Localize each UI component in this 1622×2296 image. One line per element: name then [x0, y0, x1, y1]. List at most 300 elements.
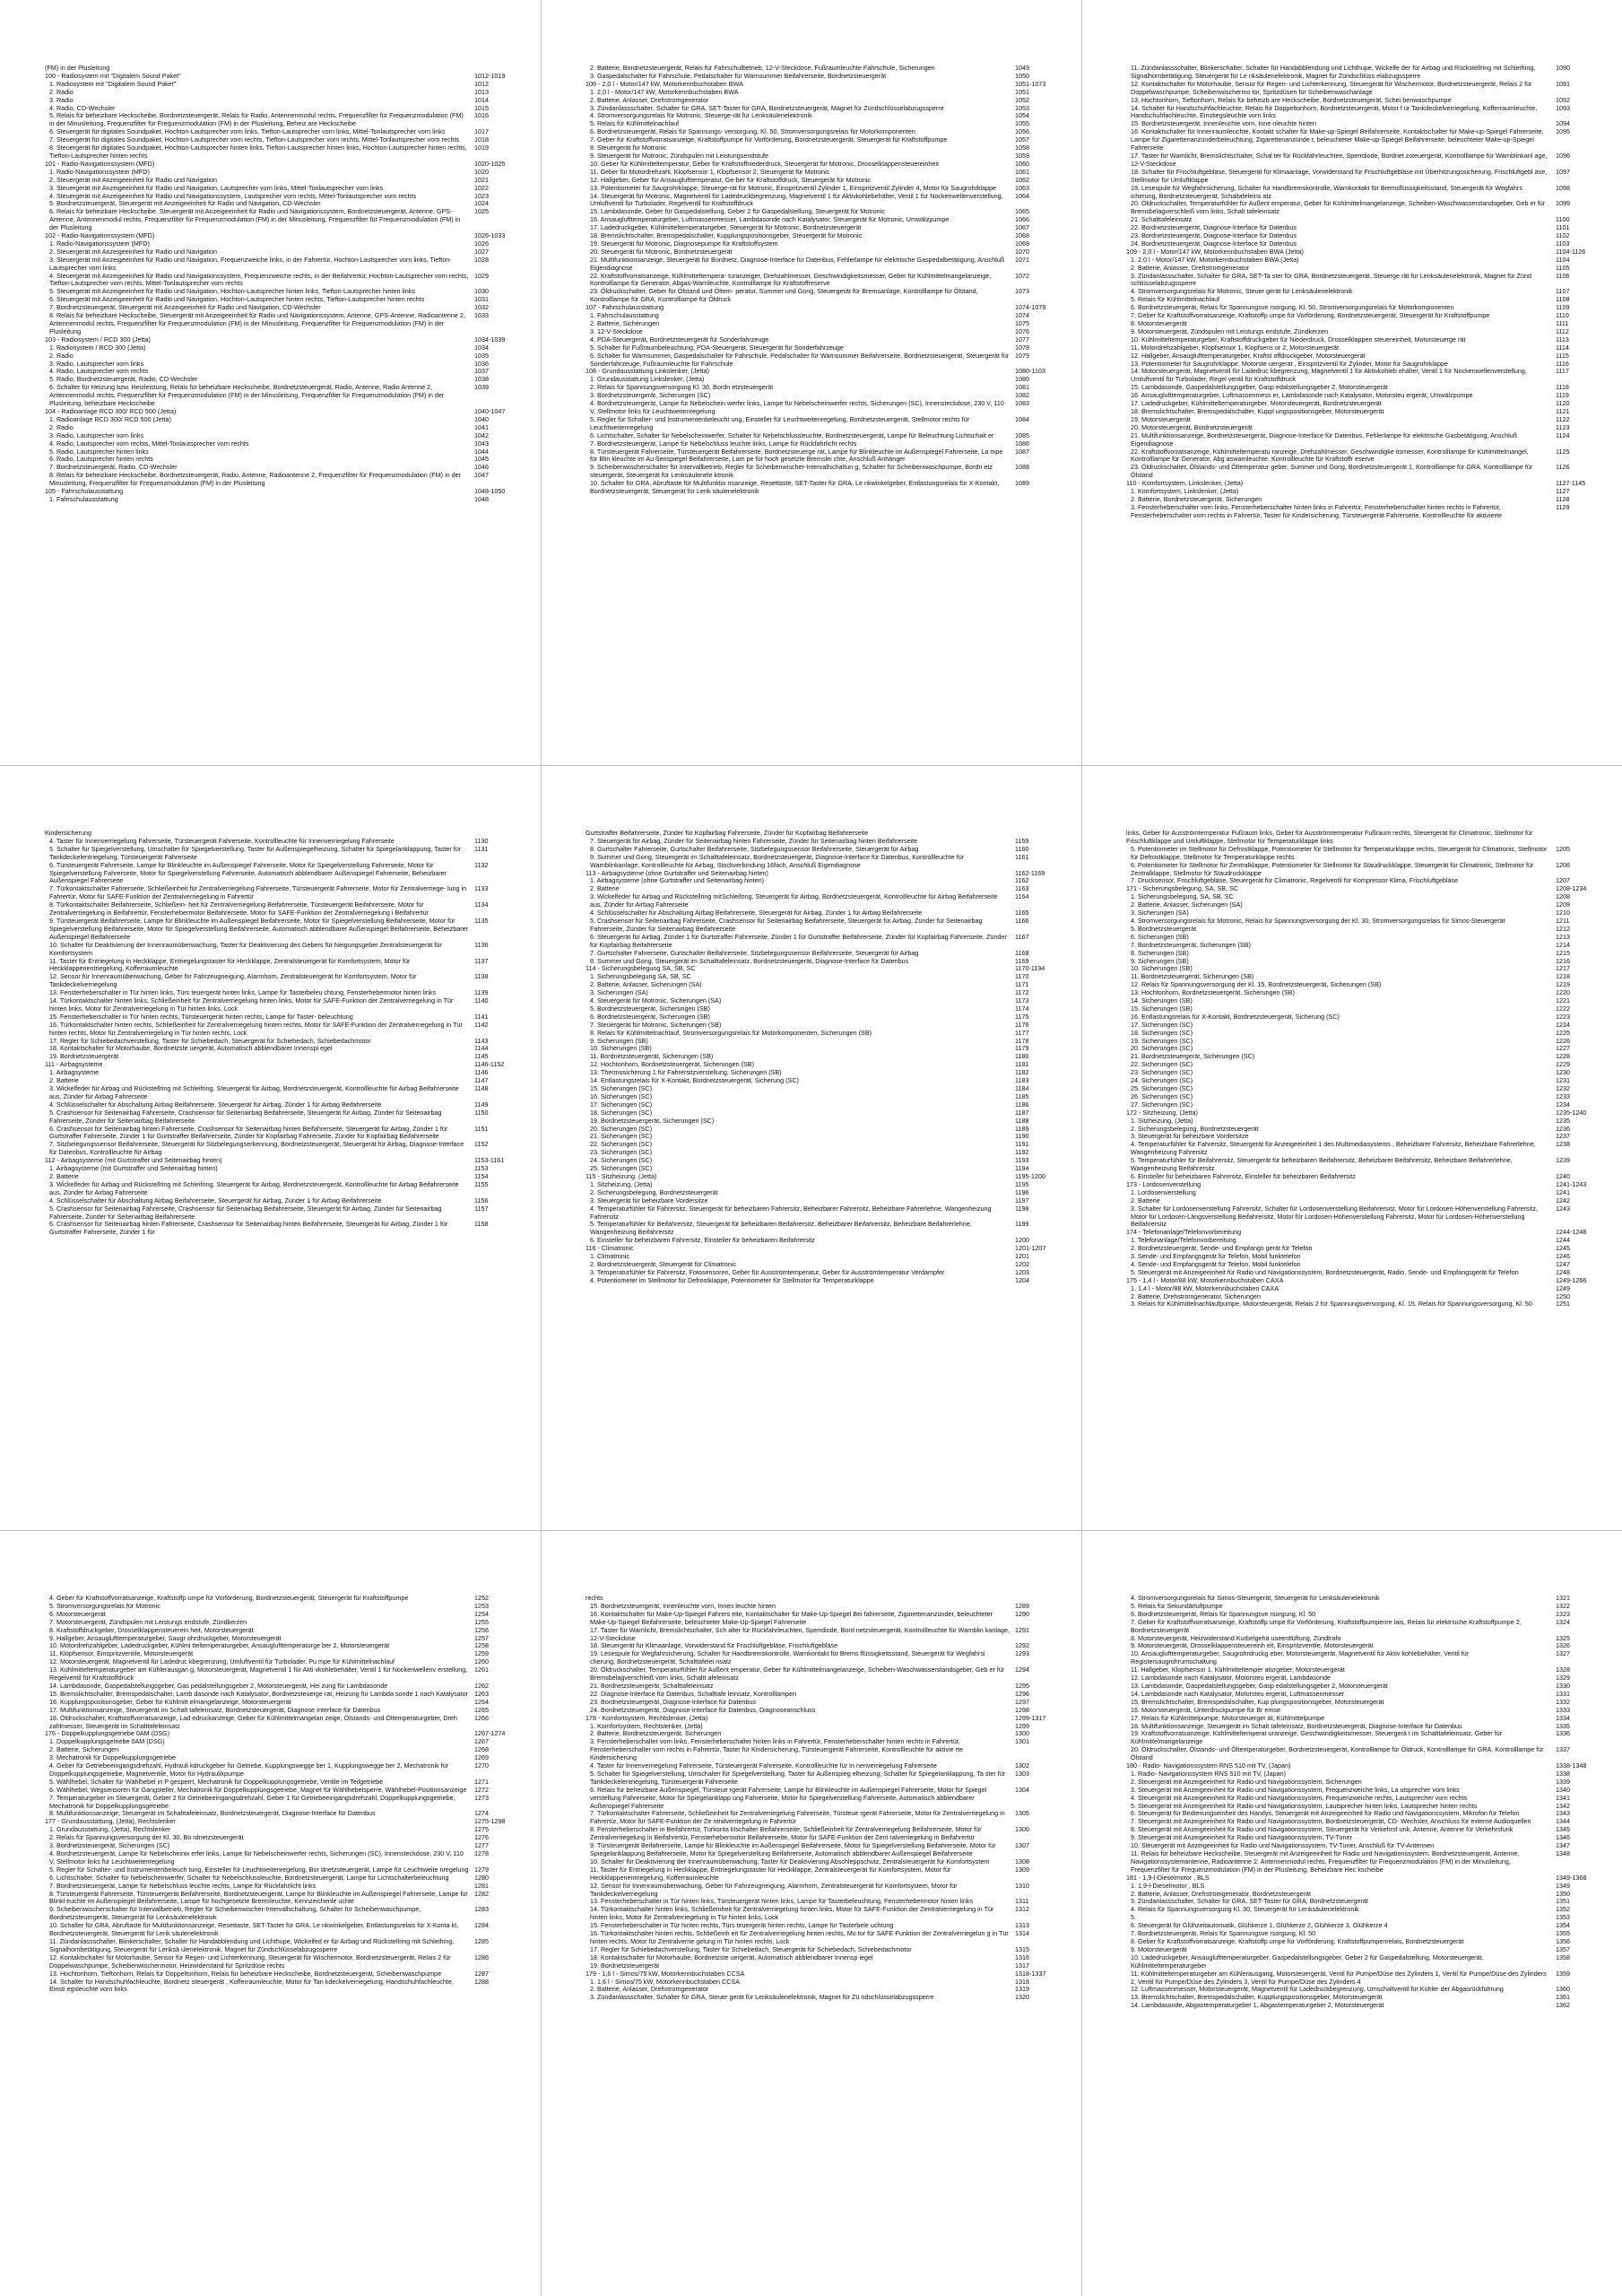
- toc-item-entry[interactable]: [1126, 200, 1590, 216]
- entry-page-number: 1273: [474, 1793, 489, 1802]
- entry-page-number: 1191: [1015, 1140, 1029, 1149]
- entry-title: 3. 12-V-Steckdose: [590, 326, 643, 335]
- toc-item-entry[interactable]: [45, 1603, 508, 1611]
- entry-page-number: 1235: [1556, 1116, 1570, 1125]
- toc-item-entry[interactable]: [585, 1842, 1049, 1858]
- toc-item-entry[interactable]: [1126, 997, 1590, 1005]
- entry-title: 24. Sicherungen (SC): [1131, 1076, 1193, 1085]
- toc-item-entry[interactable]: [1126, 926, 1590, 934]
- entry-page-number: 1052: [1015, 95, 1029, 104]
- entry-title: 17. Regler für Schiebedachverstellung, Taster für Schiebedach, Steuergerät für Schiebedach, Schiebedachmotor: [49, 1036, 371, 1045]
- toc-item-entry[interactable]: [1126, 408, 1590, 416]
- toc-item-entry[interactable]: [1126, 1189, 1590, 1197]
- toc-item-entry[interactable]: [45, 472, 508, 488]
- toc-item-entry[interactable]: [585, 854, 1049, 870]
- entry-page-number: 1344: [1556, 1817, 1570, 1826]
- entry-page-number: 1026: [474, 239, 489, 248]
- entry-page-number: 1297: [1015, 1697, 1029, 1706]
- entry-page-number: 1027: [474, 247, 489, 256]
- toc-item-entry[interactable]: [585, 1770, 1049, 1787]
- toc-item-entry[interactable]: [1126, 1205, 1590, 1230]
- entry-title: links, Geber für Ausströmtemperatur Fußraum links, Geber für Ausströmtemperatur Fußraum rechts, Steuergerät für Climatronic, Stellmotor für Frischluftklappe und Umluftklappe, Stellmotor für Temperaturklappe links: [1126, 829, 1533, 845]
- entry-page-number: 1314: [1015, 1929, 1029, 1938]
- toc-item-entry[interactable]: [1126, 1970, 1590, 1987]
- entry-title: 5. Radio, Lautsprecher hinten links: [49, 447, 149, 456]
- entry-page-number: 1074-1079: [1015, 303, 1046, 312]
- toc-item-entry[interactable]: [585, 1930, 1049, 1946]
- entry-title: 6. Relais für beheizbare Außenspiegel, Türsteue rgerät Fahrerseite, Lampe für Blinkleuchte im Außenspiegel Fahrerseite, Motor für Spiegel verstellung Fahrerseite, Motor für Spiegelanklapp ung Fahrerseite, Motor für Spiegelverstellung Fahrerseite, Automatisch abblendbarer Außenspiegel Fahrerseite: [590, 1785, 987, 1810]
- toc-item-entry[interactable]: [45, 862, 508, 886]
- toc-item-entry[interactable]: [1126, 1300, 1590, 1309]
- entry-title: 23. Öldruckschalter, Geber für Ölstand und Öltem- peratur, Summer und Gong, Steuergerät für Bremsanlage, Kontrolllampe für Ölstand, Kontrolllampe für GRA, Kontrolllampe für Öldruck: [590, 287, 978, 304]
- toc-item-entry[interactable]: [45, 1069, 508, 1077]
- entry-title: 3. Fensterheberschalter vorn links, Fensterheberschalter hinten links in Fahrertür, Fensterheberschalter hinten rechts in Fahrertür, Fensterheberschalter vorn rechts in Fahrertür, Taster für Kindersicherung, Türsteuergerät Fahrerseite, Kontrollleuchte für aktivie rte Kindersicherung: [590, 1737, 964, 1762]
- toc-item-entry[interactable]: [1126, 169, 1590, 185]
- toc-item-entry[interactable]: [1126, 862, 1590, 878]
- entry-title: (FM) in der Plusleitung: [45, 64, 110, 72]
- entry-page-number: 1034-1039: [474, 335, 506, 344]
- toc-item-entry[interactable]: [585, 934, 1049, 950]
- toc-item-entry[interactable]: [585, 1650, 1049, 1666]
- entry-page-number: 1182: [1015, 1068, 1029, 1077]
- toc-item-entry[interactable]: [45, 1666, 508, 1683]
- toc-item-entry[interactable]: [585, 1038, 1049, 1046]
- entry-title: 2. Steuergerät mit Anzeigeeinheit für Radio und Navigation: [49, 247, 217, 256]
- toc-item-entry[interactable]: [45, 1922, 508, 1938]
- toc-item-entry[interactable]: [45, 1053, 508, 1061]
- toc-item-entry[interactable]: [585, 1810, 1049, 1826]
- entry-title: 3. Sicherungen (SA): [590, 988, 648, 997]
- toc-section-entry[interactable]: [45, 1061, 508, 1069]
- entry-title: 12. Hochtonhorn, Bordnetzsteuergerät, Sicherungen (SB): [590, 1060, 754, 1069]
- entry-title: 14. Steuergerät für Motronic, Magnetventil für Ladedruckbegrenzung, Magnetventil 1 für Aktivkohlebehälter, Ventil 1 für Nockenwellenverstellung, Umluftventil für Turbolader, Regelventil für Kraftstoffdruck: [590, 191, 1003, 208]
- toc-item-entry[interactable]: [45, 1979, 508, 1995]
- toc-item-entry[interactable]: [1126, 1085, 1590, 1093]
- toc-item-entry[interactable]: [585, 288, 1049, 304]
- entry-page-number: 1244-1248: [1556, 1228, 1587, 1237]
- entry-page-number: 1079: [1015, 351, 1029, 360]
- toc-item-entry[interactable]: [45, 1181, 508, 1197]
- toc-item-entry[interactable]: [1126, 152, 1590, 169]
- entry-title: 10. Schalter für GRA, Abruftaste für Multifunktio nsanzeige, Resettaste, SET-Taster für GRA, Le nkwinkelgeber, Entlastungsrelais für X-Kontakt, Bordnetzsteuergerät, Steuergerät für Lenk säulenelektronik: [590, 479, 1000, 496]
- toc-item-entry[interactable]: [1126, 65, 1590, 81]
- toc-item-entry[interactable]: [45, 958, 508, 974]
- entry-title: 11. Taster für Entriegelung in Heckklappe, Entriegelungstaster für Heckklappe, Zentralsteuergerät für Komfortsystem, Motor für Heckklappenentriegelung, Kofferraumleuchte: [590, 1865, 951, 1882]
- toc-item-entry[interactable]: [45, 208, 508, 232]
- entry-page-number: 1289: [1015, 1601, 1029, 1610]
- toc-item-entry[interactable]: [45, 942, 508, 958]
- entry-title: 114 - Sicherungsbelegung SA, SB, SC: [585, 964, 696, 973]
- entry-page-number: 1053: [1015, 103, 1029, 112]
- toc-item-entry[interactable]: [1126, 368, 1590, 384]
- entry-page-number: 1267-1274: [474, 1729, 506, 1738]
- toc-item-entry[interactable]: [45, 1954, 508, 1970]
- entry-title: 6. Schalter für Warnsummer, Gaspedalschalter für Fahrschule, Pedalschalter für Warnsummer Beifahrerseite, Bordnetzsteuergerät, Steuergerät für Sonderfahrzeuge, Fußraumleuchte für Fahrschule: [590, 351, 1010, 368]
- entry-title: 13. Hochtonhorn, Tieftonhorn, Relais für Doppeltonhorn, Relais für beheizbare Heckscheibe, Bordnetzsteuergerät, Scheibenwaschpumpe: [49, 1969, 442, 1978]
- entry-title: 13. Fensterheberschalter in Tür hinten links, Türs teuergerät hinten links, Lampe für Tasterbeleu chtung, Fensterhebermotor hinten links: [49, 988, 437, 997]
- toc-item-entry[interactable]: [1126, 1141, 1590, 1157]
- toc-item-entry[interactable]: [585, 1611, 1049, 1627]
- entry-page-number: 1174: [1015, 1004, 1029, 1013]
- entry-page-number: 1033: [474, 311, 489, 320]
- toc-item-entry[interactable]: [585, 480, 1049, 496]
- toc-item-entry[interactable]: [1126, 1730, 1590, 1746]
- entry-page-number: 1260: [474, 1657, 489, 1666]
- toc-item-entry[interactable]: [585, 981, 1049, 989]
- entry-title: rechts: [585, 1594, 603, 1602]
- entry-page-number: 1061: [1015, 167, 1029, 176]
- toc-item-entry[interactable]: [1126, 1061, 1590, 1069]
- entry-page-number: 1250: [1556, 1292, 1570, 1300]
- toc-item-entry[interactable]: [585, 320, 1049, 328]
- toc-item-entry[interactable]: [585, 877, 1049, 885]
- entry-title: 4. Schlüsselschalter für Abschaltung Airbag Beifahrerseite, Steuergerät für Airbag, Zünder 1 für Airbag Beifahrerseite: [49, 1100, 382, 1109]
- entry-page-number: 1346: [1556, 1833, 1570, 1842]
- toc-item-entry[interactable]: [585, 1883, 1049, 1899]
- entry-page-number: 1168: [1015, 948, 1029, 957]
- toc-item-entry[interactable]: [45, 1850, 508, 1866]
- entry-page-number: 1160: [1015, 844, 1029, 853]
- toc-item-entry[interactable]: [1126, 958, 1590, 966]
- entry-page-number: 1123: [1556, 422, 1570, 431]
- toc-item-entry[interactable]: [45, 496, 508, 504]
- toc-item-entry[interactable]: [585, 1157, 1049, 1165]
- toc-item-entry[interactable]: [45, 1938, 508, 1954]
- toc-item-entry[interactable]: [585, 1906, 1049, 1922]
- entry-page-number: 1106: [1556, 271, 1570, 280]
- toc-item-entry[interactable]: [1126, 81, 1590, 97]
- toc-item-entry[interactable]: [585, 1787, 1049, 1811]
- toc-item-entry[interactable]: [45, 1126, 508, 1142]
- toc-item-entry[interactable]: [1126, 950, 1590, 958]
- entry-page-number: 1043: [474, 439, 489, 448]
- toc-item-entry[interactable]: [1126, 1038, 1590, 1046]
- toc-item-entry[interactable]: [1126, 1938, 1590, 1946]
- toc-item-entry[interactable]: [45, 344, 508, 352]
- entry-title: 1. Radio-Navigationssystem (MFD): [49, 239, 150, 248]
- toc-item-entry[interactable]: [585, 352, 1049, 369]
- toc-item-entry[interactable]: [45, 257, 508, 273]
- toc-item-entry[interactable]: [45, 901, 508, 918]
- entry-title: 9. Motorsteuergerät, Drosselklappensteuereinh eit, Einspritzventile, Motorsteuergerät: [1131, 1641, 1374, 1650]
- entry-title: 2. Batterie: [590, 884, 620, 893]
- entry-page-number: 1058: [1015, 144, 1029, 152]
- toc-item-entry[interactable]: [585, 893, 1049, 909]
- toc-item-entry[interactable]: [585, 1666, 1049, 1683]
- entry-title: 7. Bordnetzsteuergerät, Sicherungen (SB): [1131, 940, 1251, 949]
- toc-item-entry[interactable]: [1126, 448, 1590, 465]
- toc-item-entry[interactable]: [1126, 901, 1590, 909]
- toc-item-entry[interactable]: [1126, 1022, 1590, 1030]
- entry-page-number: 1051-1073: [1015, 79, 1046, 88]
- toc-item-entry[interactable]: [1126, 1053, 1590, 1061]
- entry-page-number: 1303: [1015, 1769, 1029, 1778]
- toc-item-entry[interactable]: [585, 1994, 1049, 2002]
- toc-item-entry[interactable]: [585, 1738, 1049, 1762]
- entry-page-number: 1216: [1556, 956, 1570, 965]
- toc-item-entry[interactable]: [1126, 504, 1590, 520]
- page: [1081, 1530, 1622, 2295]
- entry-title: 3. Steuergerät für beheizbare Vordersitze: [1131, 1132, 1249, 1141]
- entry-page-number: 1067: [1015, 223, 1029, 232]
- toc-item-entry[interactable]: [45, 1795, 508, 1811]
- toc-item-entry[interactable]: [1126, 432, 1590, 448]
- toc-item-entry[interactable]: [585, 1118, 1049, 1126]
- toc-item-entry[interactable]: [45, 1165, 508, 1173]
- entry-title: 1. Sitzheizung, (Jetta): [590, 1179, 653, 1188]
- toc-item-entry[interactable]: [45, 144, 508, 161]
- toc-item-entry[interactable]: [45, 1891, 508, 1907]
- entry-title: 11. Motordrehzahlgeber, Klopfsensor 1, Klopfsens or 2, Motorsteuergerät: [1131, 343, 1339, 352]
- entry-title: 2. Batterie, Anlasser, Drehstromgenerator, Bordnetzsteuergerät: [1131, 1889, 1311, 1898]
- entry-page-number: 1215: [1556, 948, 1570, 957]
- entry-page-number: 1153: [474, 1164, 489, 1173]
- entry-title: 1. Radioanlage RCD 300/ RCD 500 (Jetta): [49, 414, 171, 423]
- toc-item-entry[interactable]: [45, 1022, 508, 1038]
- toc-item-entry[interactable]: [45, 918, 508, 942]
- toc-item-entry[interactable]: [585, 1101, 1049, 1109]
- toc-item-entry[interactable]: [1126, 2002, 1590, 2010]
- toc-item-entry[interactable]: [585, 1237, 1049, 1245]
- toc-item-entry[interactable]: [585, 257, 1049, 273]
- entry-title: 100 - Radiosystem mit "Digitalem Sound Paket": [45, 71, 181, 80]
- entry-page-number: 1323: [1556, 1609, 1570, 1618]
- toc-section-entry[interactable]: [1126, 830, 1590, 846]
- entry-title: 4. Taster für Innenverriegelung Fahrerseite, Türsteuergerät Fahrerseite, Kontrollleuchte für Innenverriegelung Fahrerseite: [49, 836, 395, 845]
- entry-title: 15. Sicherungen (SB): [1131, 1004, 1193, 1013]
- entry-title: 9. Türsteuergerät Beifahrerseite, Lampe für Blinkleuchte im Außenspiegel Beifahrerseite, Motor für Spiegelverstellung Beifahrerseite, Motor für Spiegelanklappung Beifahrerseite, Motor für Spiegelverstellung Beifahrerseite, Automatisch abblendbarer Außenspiegel Beifahrerseite: [590, 1841, 996, 1857]
- entry-page-number: 1184: [1015, 1084, 1029, 1092]
- entry-page-number: 1068: [1015, 231, 1029, 240]
- page: [0, 1530, 541, 2295]
- entry-title: 3. Steuergerät mit Anzeigeeinheit für Radio und Navigation, Frequenzweiche links, in der Fahrertür, Hochton-Lautsprecher vorn links, Tiefton-Lautsprecher vorn links: [49, 255, 452, 272]
- toc-item-entry[interactable]: [585, 400, 1049, 416]
- toc-item-entry[interactable]: [585, 1126, 1049, 1134]
- toc-item-entry[interactable]: [1126, 1077, 1590, 1085]
- entry-page-number: 1353: [1556, 1913, 1570, 1922]
- toc-item-entry[interactable]: [1126, 1954, 1590, 1970]
- entry-title: 3. Schalter für Lordosenverstellung Fahrersitz, Schalter für Lordosenverstellung Beifahrersitz, Motor für Lordosen-Höhenverstellung Fahrersitz, Motor für Lordosen-Längsverstellung Beifahrersitz, Motor für Lordosen-Höhenverstellung Fahrersitz, Motor für Lordosen-Höhenverstellung Beifahrersitz: [1131, 1204, 1538, 1229]
- entry-title: Gurtstraffer Beifahrerseite, Zünder für Kopfairbag Fahrerseite, Zünder für Kopfairbag Beifahrerseite: [585, 829, 869, 837]
- entry-page-number: 1014: [474, 95, 489, 104]
- entry-page-number: 1152: [474, 1140, 489, 1149]
- entry-page-number: 1337: [1556, 1745, 1570, 1754]
- entry-page-number: 1222: [1556, 1004, 1570, 1013]
- entry-title: 21. Bordnetzsteuergerät, Schalttafeleinsatz: [590, 1681, 714, 1690]
- entry-title: 7. Bordnetzsteuergerät, Radio, CD-Wechsler: [49, 463, 178, 472]
- toc-item-entry[interactable]: [585, 464, 1049, 480]
- toc-item-entry[interactable]: [1126, 846, 1590, 862]
- entry-page-number: 1235-1240: [1556, 1108, 1587, 1117]
- entry-page-number: 1277: [474, 1841, 489, 1850]
- entry-title: 12. Luftmassenmesser, Motorsteuergerät, Magnetventil für Ladedruckbegrenzung, Umschaltventil für Kühler der Abgasrückführung: [1131, 1985, 1504, 1994]
- entry-page-number: 1249: [1556, 1283, 1570, 1292]
- toc-item-entry[interactable]: [45, 1141, 508, 1157]
- toc-item-entry[interactable]: [1126, 273, 1590, 289]
- toc-item-entry[interactable]: [1126, 1746, 1590, 1762]
- entry-page-number: 1103: [1556, 239, 1570, 248]
- entry-page-number: 1223: [1556, 1012, 1570, 1021]
- entry-page-number: 1362: [1556, 2001, 1570, 2010]
- entry-page-number: 1163: [1015, 884, 1029, 893]
- entry-page-number: 1044: [474, 447, 489, 456]
- entry-title: 2. Sicherungsbelegung, Bordnetzsteuergerät: [1131, 1124, 1259, 1133]
- entry-title: 17. Taster für Warnlicht, Bremslichtschalter, Schal ter für Rückfahrleuchten, Sperrdiode, Bordnet zsteuergerät, Kontrolllampe für Warnblinkanl age, 12-V-Steckdose: [1131, 151, 1548, 168]
- toc-item-entry[interactable]: [585, 1205, 1049, 1222]
- toc-item-entry[interactable]: [1126, 989, 1590, 997]
- entry-title: 8. Fensterheberschalter in Beifahrertür, Türkonta ktschalter Beifahrerseite, Schließeinheit für Zentralverriegelung Beifahrerseite, Motor für Zentralverriegelung in Beifahrertür, Fensterhebermotor Beifahrerseite, Motor für SAFE-Funktion der Zent ralverriegelung in Beifahrertür: [590, 1825, 982, 1842]
- entry-page-number: 1155: [474, 1179, 489, 1188]
- entry-page-number: 1225: [1556, 1028, 1570, 1037]
- entry-title: 21. Multifunktionsanzeige, Steuergerät für Bordnetz, Diagnose-Interface für Datenbus, Fehlerlampe für elektrische Gaspedalbetätigung, Anschluß Eigendiagnose: [590, 255, 1005, 272]
- toc-item-entry[interactable]: [585, 193, 1049, 209]
- entry-title: 1. Radiosystem mit "Digitalem Sound Paket": [49, 79, 177, 88]
- entry-page-number: 1319: [1015, 1985, 1029, 1994]
- toc-item-entry[interactable]: [585, 1133, 1049, 1141]
- toc-section-entry[interactable]: [585, 1173, 1049, 1181]
- toc-item-entry[interactable]: [1126, 1013, 1590, 1022]
- entry-page-number: 1226: [1556, 1036, 1570, 1045]
- toc-item-entry[interactable]: [45, 81, 508, 89]
- entry-title: 19. Kraftstoffvorratsanzeige, Kühlmitteltemperat uranzeige, Geschwindigkeitsmesser, Steuergerä t im Schalttafeleinsatz, Geber für Kühlmittelmangelanzeige: [1131, 1729, 1503, 1746]
- toc-item-entry[interactable]: [45, 112, 508, 128]
- entry-title: 3. Steuergerät für beheizbare Vordersitze: [590, 1196, 708, 1205]
- toc-item-entry[interactable]: [1126, 1030, 1590, 1038]
- entry-title: 10. Ladedruckgeber, Ansauglufttemperaturgeber, Gaspedalstellungsgeber, Geber 2 für Gaspedalstellung, Motorsteuergerät, Kühlmitteltemperaturgeber: [1131, 1952, 1484, 1970]
- toc-item-entry[interactable]: [585, 448, 1049, 465]
- toc-item-entry[interactable]: [45, 1085, 508, 1101]
- entry-page-number: 1194: [1015, 1164, 1029, 1173]
- entry-title: 8. Kraftstoffdruckgeber, Drosselklappensteuerein heit, Motorsteuergerät: [49, 1625, 254, 1634]
- toc-item-entry[interactable]: [45, 885, 508, 901]
- entry-page-number: 1084: [1015, 414, 1029, 423]
- toc-item-entry[interactable]: [1126, 185, 1590, 201]
- entry-page-number: 1281: [474, 1881, 489, 1890]
- entry-title: 11. Klopfsensor, Einspritzventile, Motorsteuergerät: [49, 1649, 194, 1658]
- toc-item-entry[interactable]: [45, 973, 508, 989]
- toc-item-entry[interactable]: [1126, 942, 1590, 950]
- toc-item-entry[interactable]: [1126, 464, 1590, 480]
- entry-page-number: 1232: [1556, 1084, 1570, 1092]
- toc-section-entry[interactable]: [585, 1245, 1049, 1253]
- entry-title: 110 - Komfortsystem, Linkslenker, (Jetta): [1126, 479, 1244, 488]
- entry-title: 6. Steuergerät mit Anzeigeeinheit für Radio und Navigation, Hochton-Lautsprecher hinten rechts, Tiefton-Lautsprecher hinten rechts: [49, 295, 425, 304]
- entry-title: 20. Sicherungen (SC): [1131, 1044, 1193, 1053]
- toc-item-entry[interactable]: [585, 1149, 1049, 1157]
- toc-item-entry[interactable]: [1126, 105, 1590, 121]
- entry-page-number: 1288: [474, 1977, 489, 1986]
- toc-item-entry[interactable]: [585, 918, 1049, 934]
- entry-page-number: 1312: [1015, 1905, 1029, 1914]
- toc-item-entry[interactable]: [585, 1826, 1049, 1842]
- entry-title: 9. Hallgeber, Ansauglufttemperaturgeber, Saugr ohrdruckgeber, Motorsteuergerät: [49, 1633, 282, 1642]
- toc-item-entry[interactable]: [45, 416, 508, 424]
- toc-item-entry[interactable]: [45, 1906, 508, 1922]
- toc-item-entry[interactable]: [585, 273, 1049, 289]
- toc-item-entry[interactable]: [585, 1141, 1049, 1149]
- entry-title: 171 - Sicherungsbelegung, SA, SB, SC: [1126, 884, 1239, 893]
- toc-item-entry[interactable]: [1126, 1650, 1590, 1666]
- toc-item-entry[interactable]: [585, 1085, 1049, 1093]
- toc-item-entry[interactable]: [45, 1221, 508, 1237]
- toc-item-entry[interactable]: [45, 1205, 508, 1222]
- toc-item-entry[interactable]: [45, 846, 508, 862]
- toc-item-entry[interactable]: [585, 1093, 1049, 1101]
- entry-page-number: 1238: [1556, 1140, 1570, 1149]
- entry-page-number: 1162: [1015, 876, 1029, 885]
- toc-item-entry[interactable]: [45, 89, 508, 97]
- toc-item-entry[interactable]: [1126, 1619, 1590, 1635]
- toc-item-entry[interactable]: [1126, 128, 1590, 152]
- entry-page-number: 1097: [1556, 167, 1570, 176]
- entry-page-number: 1035: [474, 351, 489, 360]
- toc-item-entry[interactable]: [1126, 312, 1590, 320]
- entry-page-number: 1121: [1556, 406, 1570, 415]
- toc-item-entry[interactable]: [1126, 1906, 1590, 1914]
- entry-title: 20. Öldruckschalter, Temperaturfühler für Außent emperatur, Geber für Kühlmittelmangelanzeige, Scheiben-Waschwasserstandsgeber, Geb er für Bremsbelagverschleiß vorn links, Schalt tafeleinsatz: [1131, 199, 1546, 216]
- entry-page-number: 1278: [474, 1849, 489, 1857]
- entry-title: 4. Bordnetzsteuergerät, Lampe für Nebelscheinw erfer links, Lampe für Nebelscheinwerfer rechts, Sicherungen (SC), Innensteckdose, 230 V, 110 V, Stellmotor links für Leuchtweitenregelung: [49, 1849, 464, 1866]
- entry-page-number: 1217: [1556, 964, 1570, 973]
- entry-page-number: 1256: [474, 1625, 489, 1634]
- toc-section-entry[interactable]: [1126, 1109, 1590, 1118]
- toc-item-entry[interactable]: [45, 312, 508, 336]
- toc-item-entry[interactable]: [45, 384, 508, 408]
- toc-item-entry[interactable]: [585, 1627, 1049, 1643]
- entry-title: 13. Kühlmitteltemperaturgeber am Kühlerausgan g, Motorsteuergerät, Magnetventil 1 für Akti vkohlebehälter, Ventil 1 für Nockenwellenv erstellung, Regelventil für Kraftstoffdruck: [49, 1665, 468, 1683]
- entry-title: 15. Sicherungen (SC): [590, 1084, 653, 1092]
- toc-item-entry[interactable]: [585, 1030, 1049, 1038]
- entry-page-number: 1291: [1015, 1625, 1029, 1634]
- entry-page-number: 1143: [474, 1036, 489, 1045]
- entry-page-number: 1272: [474, 1785, 489, 1794]
- entry-page-number: 1089: [1015, 479, 1029, 488]
- toc-item-entry[interactable]: [585, 1221, 1049, 1237]
- toc-item-entry[interactable]: [45, 273, 508, 289]
- entry-title: 15. Bremslichtschalter, Bremspedalschalter, Kup plungspositionsgeber, Motorsteuergerät: [1131, 1697, 1384, 1706]
- entry-title: 3. Zündanlassschalter, Schalter für GRA, SET-Taster für GRA, Bordnetzsteuergerät: [1131, 1897, 1368, 1906]
- entry-page-number: 1161: [1015, 852, 1029, 861]
- toc-item-entry[interactable]: [45, 1109, 508, 1126]
- entry-title: 8. Steuergerät mit Anzeigeeinheit für Radio und Navigationssystem, Steuergerät für Verkehrsf unk, Antenne, Antenne für Verkehrsfunk: [1131, 1825, 1514, 1834]
- entry-page-number: 1021: [474, 175, 489, 184]
- entry-page-number: 1129: [1556, 502, 1570, 511]
- toc-item-entry[interactable]: [45, 1715, 508, 1731]
- entry-page-number: 1018: [474, 135, 489, 144]
- entry-page-number: 1034: [474, 343, 489, 352]
- toc-item-entry[interactable]: [585, 416, 1049, 432]
- toc-item-entry[interactable]: [1126, 1069, 1590, 1077]
- toc-item-entry[interactable]: [1126, 1093, 1590, 1101]
- toc-item-entry[interactable]: [585, 1277, 1049, 1285]
- entry-title: 23. Sicherungen (SC): [590, 1148, 653, 1157]
- entry-title: 4. Taster für Innenverriegelung Fahrerseite, Türsteuergerät Fahrerseite, Kontrollleuchte für In nenverriegelung Fahrerseite: [590, 1761, 937, 1770]
- entry-page-number: 1045: [474, 455, 489, 464]
- toc-item-entry[interactable]: [585, 1077, 1049, 1085]
- entry-page-number: 1339: [1556, 1777, 1570, 1786]
- entry-page-number: 1308: [1015, 1857, 1029, 1866]
- toc-item-entry[interactable]: [45, 997, 508, 1013]
- entry-title: 3. Wickelfeder für Airbag und Rückstellring mit Schleifring, Steuergerät für Airbag, Bordnetzsteuergerät, Kontrollleuchte für Airbag Beifahrerseite aus, Zünder für Airbag Fahrerseite: [49, 1084, 459, 1100]
- toc-item-entry[interactable]: [45, 1762, 508, 1779]
- toc-item-entry[interactable]: [1126, 1157, 1590, 1173]
- toc-item-entry[interactable]: [585, 1866, 1049, 1883]
- entry-page-number: 1140: [474, 996, 489, 1005]
- entry-title: 178 - Komfortsystem, Rechtslenker, (Jetta): [585, 1713, 708, 1722]
- entry-page-number: 1147: [474, 1076, 489, 1085]
- entry-title: 3. Zündanlassschalter, Schalter für GRA, Steuer gerät für Lenksäulenelektronik, Magnet für Zü ndschlüsselabzugssperre: [590, 1993, 934, 2002]
- toc-item-entry[interactable]: [1126, 1850, 1590, 1874]
